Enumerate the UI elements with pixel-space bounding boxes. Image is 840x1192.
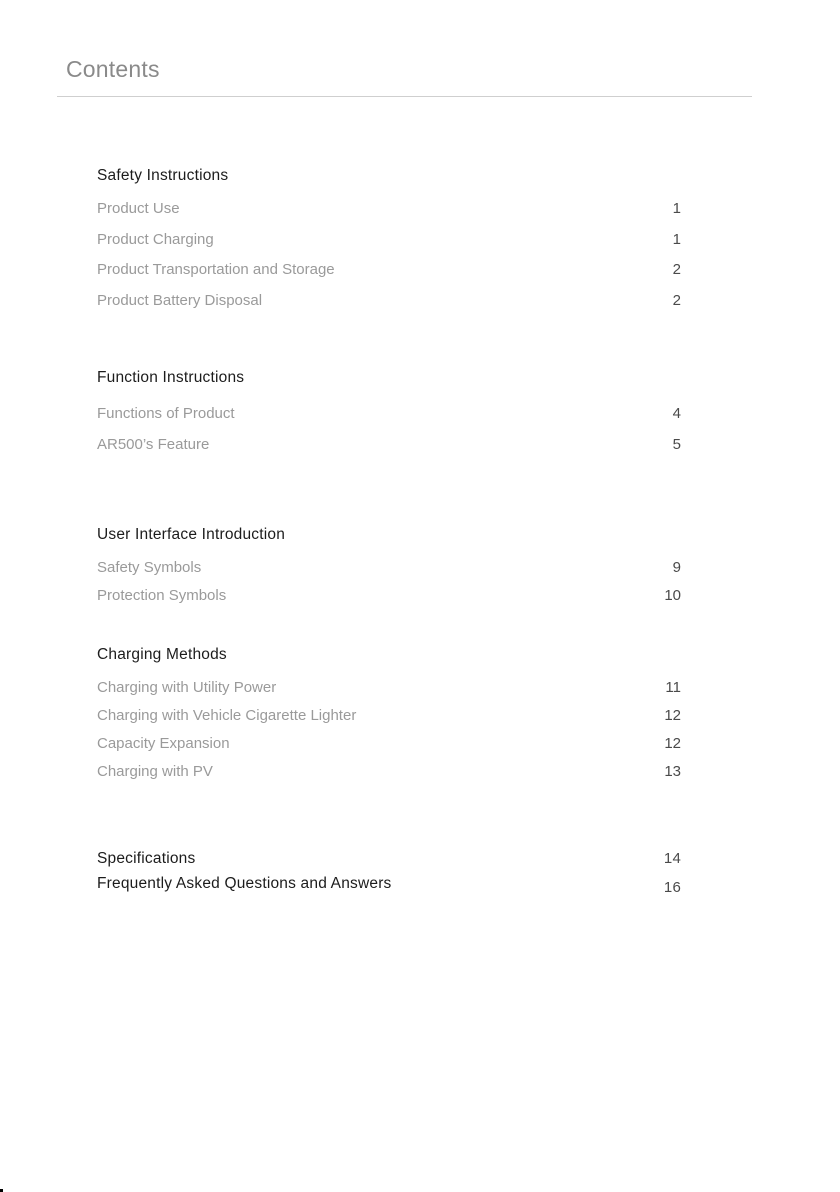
toc-entry-page: 9 xyxy=(672,559,681,576)
toc-entry[interactable] xyxy=(97,292,681,309)
title-divider xyxy=(57,96,752,97)
section-heading-label: Specifications xyxy=(97,850,196,867)
toc-entry-page: 4 xyxy=(672,405,681,422)
toc-entry-label: Product Transportation and Storage xyxy=(97,261,335,278)
toc-entry-page: 13 xyxy=(664,763,681,780)
toc-entry-label: AR500’s Feature xyxy=(97,436,210,453)
toc-entry[interactable] xyxy=(97,436,681,453)
toc-entry[interactable] xyxy=(97,559,681,576)
section-heading-user-interface-introduction[interactable]: User Interface Introduction xyxy=(97,526,286,543)
section-heading-safety-instructions[interactable]: Safety Instructions xyxy=(97,167,229,184)
section-heading-page: 16 xyxy=(663,879,681,896)
toc-entry[interactable] xyxy=(97,679,681,696)
section-heading-label: Frequently Asked Questions and Answers xyxy=(97,875,392,892)
section-heading-function-instructions[interactable]: Function Instructions xyxy=(97,369,245,386)
toc-entry-page: 5 xyxy=(672,436,681,453)
toc-entry-label: Product Use xyxy=(97,200,180,217)
toc-entry[interactable] xyxy=(97,587,681,604)
toc-entry-label: Protection Symbols xyxy=(97,587,227,604)
toc-entry-label: Functions of Product xyxy=(97,405,235,422)
toc-entry-label: Charging with Utility Power xyxy=(97,679,277,696)
toc-entry[interactable] xyxy=(97,261,681,278)
toc-entry-page: 1 xyxy=(672,231,681,248)
page-title: Contents xyxy=(66,56,160,82)
toc-entry[interactable] xyxy=(97,231,681,248)
section-heading-specifications[interactable] xyxy=(97,850,681,868)
toc-entry[interactable] xyxy=(97,763,681,780)
toc-entry[interactable] xyxy=(97,200,681,217)
toc-entry[interactable] xyxy=(97,707,681,724)
toc-entry-page: 2 xyxy=(672,261,681,278)
section-heading-charging-methods[interactable]: Charging Methods xyxy=(97,646,227,663)
toc-entry-page: 12 xyxy=(664,735,681,752)
toc-entry-page: 2 xyxy=(672,292,681,309)
toc-entry-page: 1 xyxy=(672,200,681,217)
toc-entry[interactable] xyxy=(97,405,681,422)
toc-entry-label: Product Battery Disposal xyxy=(97,292,263,309)
toc-entry-label: Charging with PV xyxy=(97,763,213,780)
toc-entry-label: Charging with Vehicle Cigarette Lighter xyxy=(97,707,357,724)
toc-entry-label: Safety Symbols xyxy=(97,559,202,576)
toc-entry-label: Product Charging xyxy=(97,231,214,248)
toc-entry[interactable] xyxy=(97,735,681,752)
section-heading-page: 14 xyxy=(663,850,681,867)
toc-entry-label: Capacity Expansion xyxy=(97,735,230,752)
toc-entry-page: 12 xyxy=(664,707,681,724)
toc-entry-page: 10 xyxy=(664,587,681,604)
toc-entry-page: 11 xyxy=(665,679,681,696)
section-heading-faq[interactable] xyxy=(97,875,681,896)
